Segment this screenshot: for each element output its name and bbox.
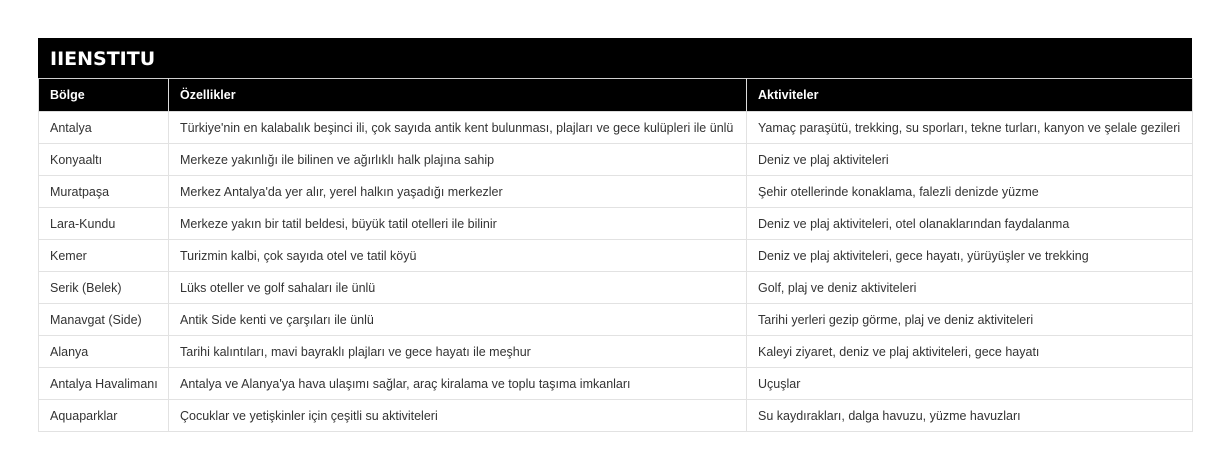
cell-features: Lüks oteller ve golf sahaları ile ünlü (169, 272, 747, 304)
header-ozellikler: Özellikler (169, 79, 747, 112)
cell-region: Serik (Belek) (39, 272, 169, 304)
cell-activities: Deniz ve plaj aktiviteleri, otel olanaklarından faydalanma (747, 208, 1193, 240)
table-row (39, 304, 1193, 336)
cell-region: Lara-Kundu (39, 208, 169, 240)
table-row (39, 240, 1193, 272)
cell-features: Merkeze yakınlığı ile bilinen ve ağırlıklı halk plajına sahip (169, 144, 747, 176)
table-header-row (39, 79, 1193, 112)
cell-region: Konyaaltı (39, 144, 169, 176)
cell-activities: Şehir otellerinde konaklama, falezli denizde yüzme (747, 176, 1193, 208)
cell-features: Çocuklar ve yetişkinler için çeşitli su aktiviteleri (169, 400, 747, 432)
table-row (39, 176, 1193, 208)
cell-region: Manavgat (Side) (39, 304, 169, 336)
cell-features: Merkeze yakın bir tatil beldesi, büyük tatil otelleri ile bilinir (169, 208, 747, 240)
table-row (39, 272, 1193, 304)
cell-region: Antalya Havalimanı (39, 368, 169, 400)
header-aktiviteler: Aktiviteler (747, 79, 1193, 112)
cell-region: Aquaparklar (39, 400, 169, 432)
data-table-container (38, 38, 1192, 432)
brand-title: IIENSTITU (38, 38, 1192, 78)
cell-features: Türkiye'nin en kalabalık beşinci ili, çok sayıda antik kent bulunması, plajları ve gece kulüpleri ile ünlü (169, 112, 747, 144)
cell-activities: Tarihi yerleri gezip görme, plaj ve deniz aktiviteleri (747, 304, 1193, 336)
cell-region: Antalya (39, 112, 169, 144)
table-row (39, 336, 1193, 368)
table-row (39, 368, 1193, 400)
cell-features: Antik Side kenti ve çarşıları ile ünlü (169, 304, 747, 336)
table-row (39, 112, 1193, 144)
cell-activities: Golf, plaj ve deniz aktiviteleri (747, 272, 1193, 304)
cell-region: Alanya (39, 336, 169, 368)
cell-features: Merkez Antalya'da yer alır, yerel halkın yaşadığı merkezler (169, 176, 747, 208)
cell-features: Antalya ve Alanya'ya hava ulaşımı sağlar, araç kiralama ve toplu taşıma imkanları (169, 368, 747, 400)
data-table (38, 78, 1193, 432)
cell-region: Muratpaşa (39, 176, 169, 208)
table-row (39, 144, 1193, 176)
cell-features: Turizmin kalbi, çok sayıda otel ve tatil köyü (169, 240, 747, 272)
cell-activities: Uçuşlar (747, 368, 1193, 400)
cell-activities: Deniz ve plaj aktiviteleri (747, 144, 1193, 176)
header-bolge: Bölge (39, 79, 169, 112)
cell-features: Tarihi kalıntıları, mavi bayraklı plajları ve gece hayatı ile meşhur (169, 336, 747, 368)
cell-activities: Yamaç paraşütü, trekking, su sporları, tekne turları, kanyon ve şelale gezileri (747, 112, 1193, 144)
table-row (39, 400, 1193, 432)
cell-activities: Kaleyi ziyaret, deniz ve plaj aktiviteleri, gece hayatı (747, 336, 1193, 368)
cell-activities: Deniz ve plaj aktiviteleri, gece hayatı, yürüyüşler ve trekking (747, 240, 1193, 272)
cell-activities: Su kaydırakları, dalga havuzu, yüzme havuzları (747, 400, 1193, 432)
cell-region: Kemer (39, 240, 169, 272)
table-row (39, 208, 1193, 240)
